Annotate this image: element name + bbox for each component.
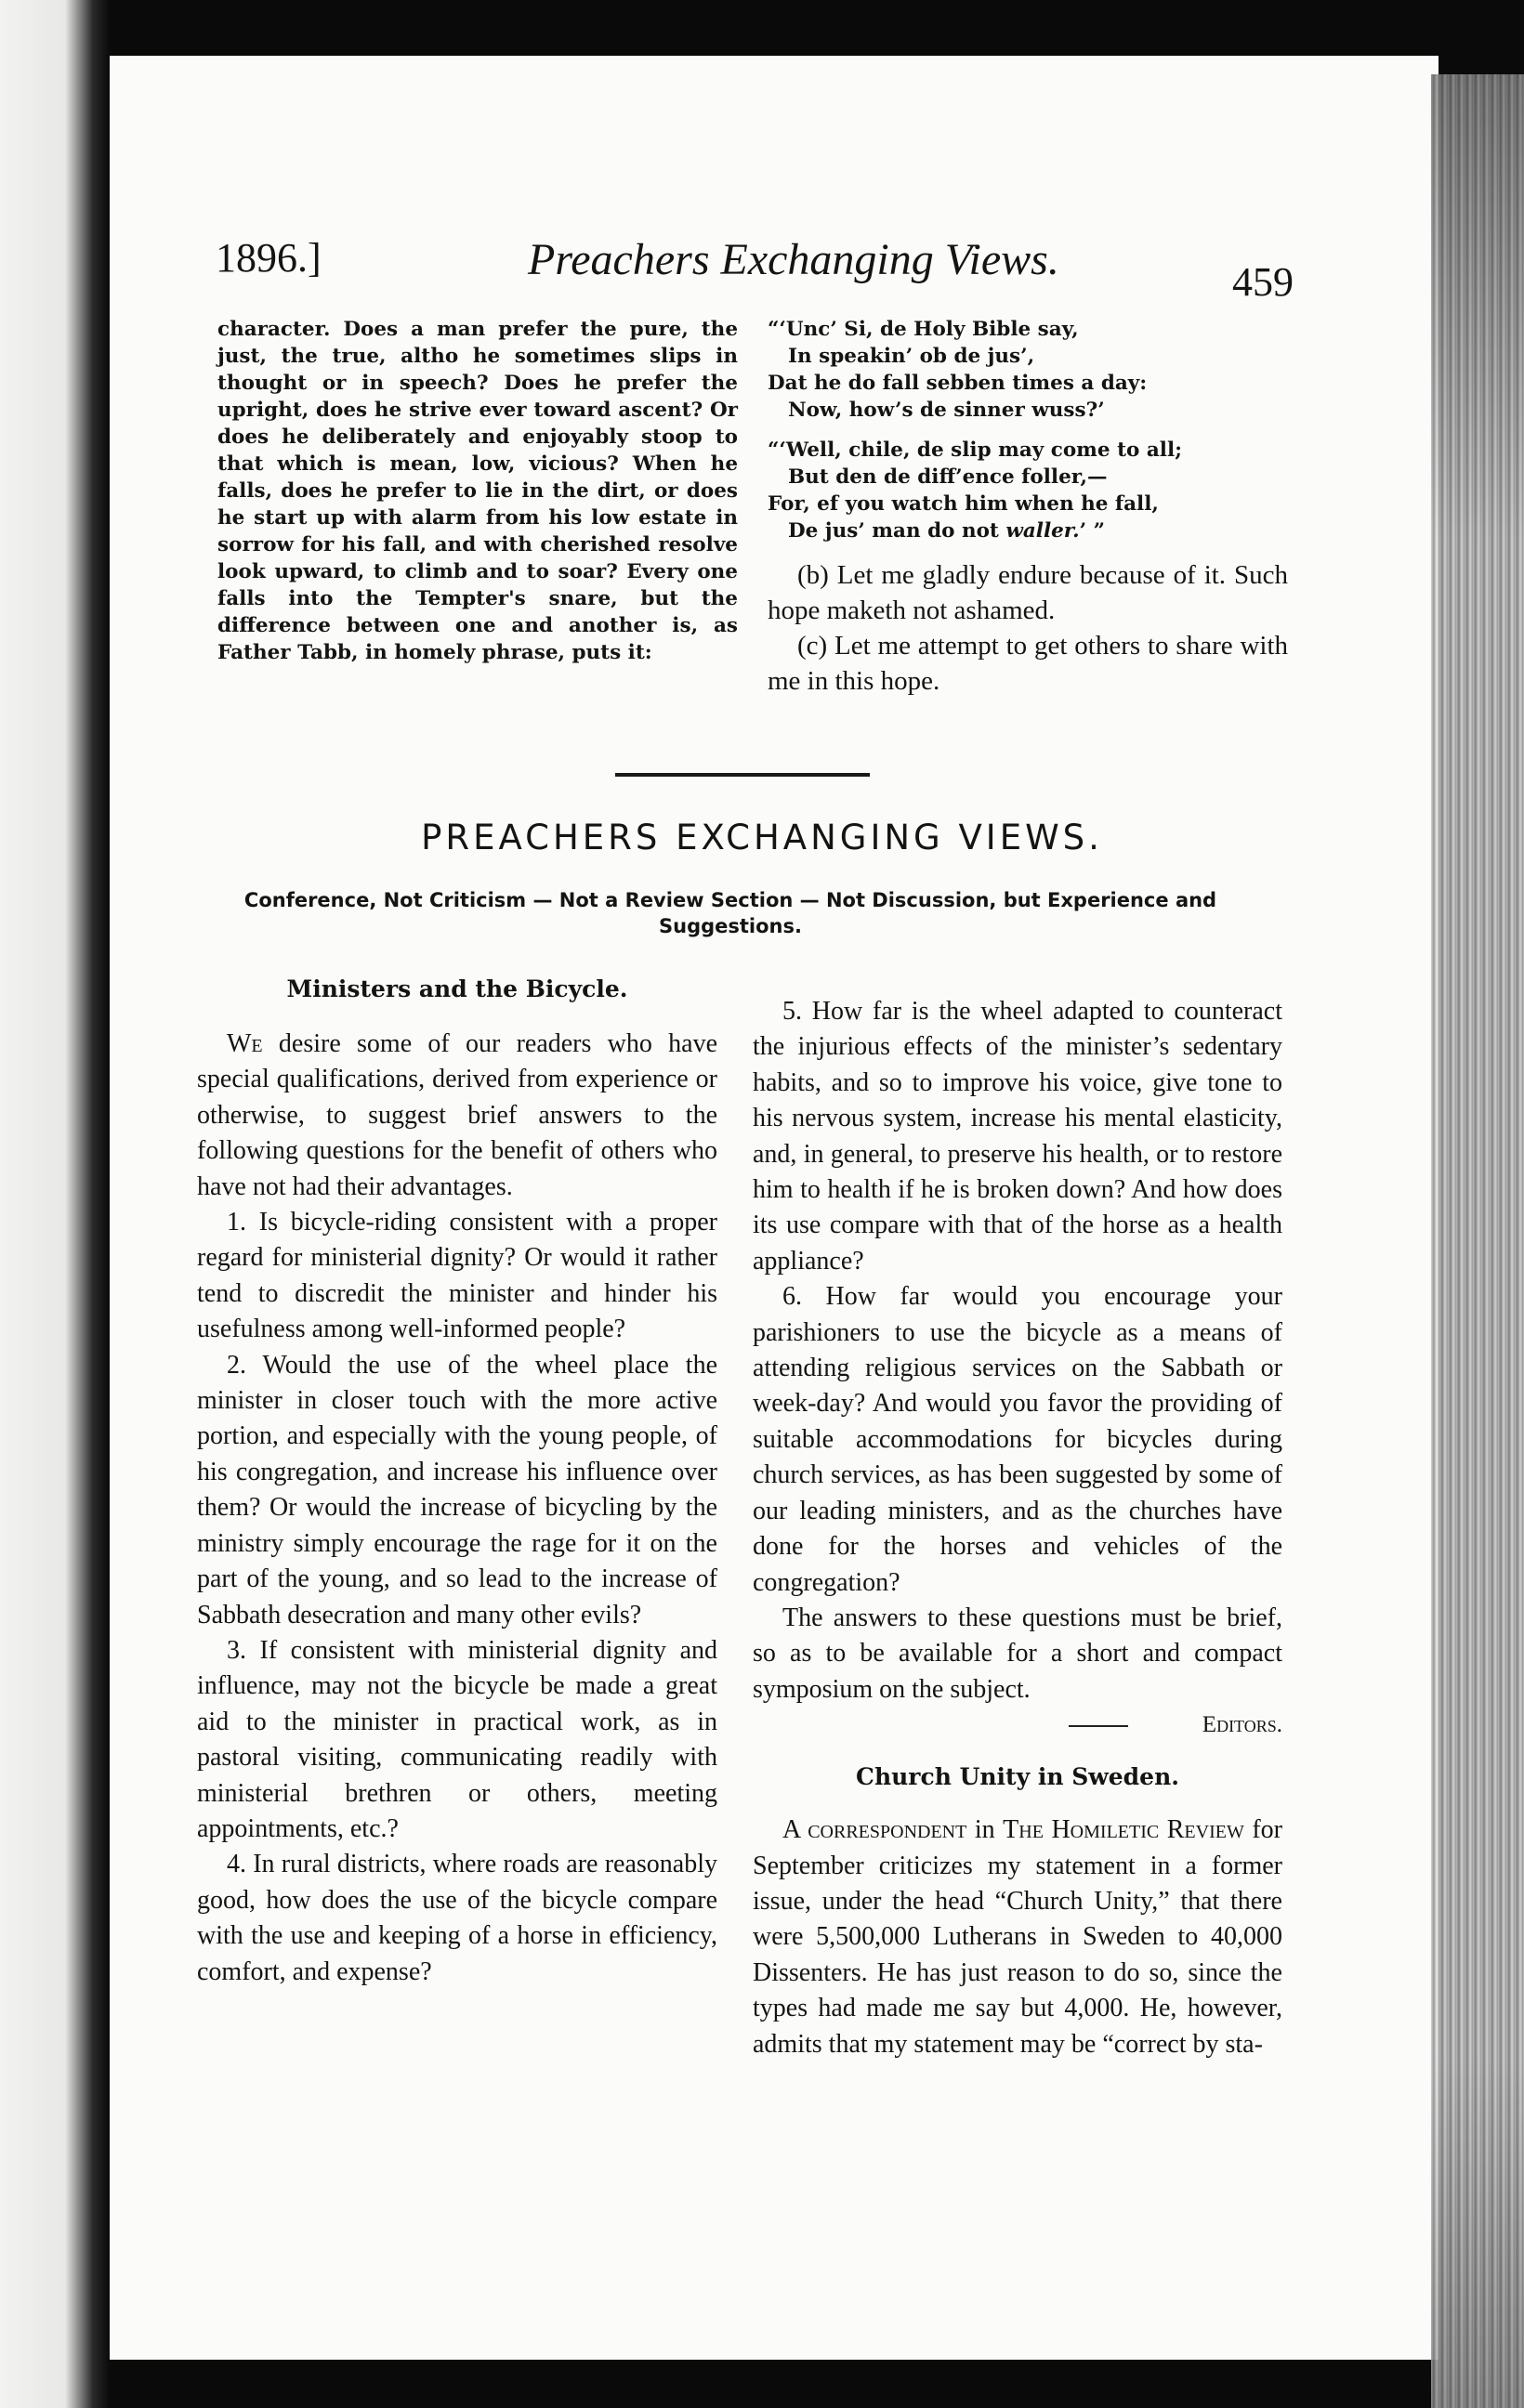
continued-paragraph: character. Does a man prefer the pure, the just, the true, altho he sometimes slips in thought or in speech? Does he prefer the upright, does he strive ever toward ascent? Or does he deliberately and enjoyably stoop to that which is mean, low, vicious? When he falls, does he prefer to lie in the dirt, or does he start up with alarm from his low estate in sorrow for his fall, and with cherished resolve look upward, to climb and to soar? Every one falls into the Tempter's snare, but the difference between one and another is, as Father Tabb, in homely phrase, puts it: — [217, 318, 738, 664]
poem-line: “‘Well, chile, de slip may come to all; — [768, 438, 1183, 462]
intro-paragraph — [197, 1027, 717, 1205]
page-number: 459 — [1232, 259, 1294, 305]
poem-line-last — [768, 517, 1288, 544]
question-1: 1. Is bicycle-riding consistent with a proper regard for ministerial dignity? Or would it rather tend to discredit the minister and hinder his usefulness among well-informed people? — [197, 1208, 717, 1344]
question-2: 2. Would the use of the wheel place the minister in closer touch with the more active portion, and especially with the young people, of his congregation, and increase his influence over them? Or would the increase of bicycling by the ministry simply encourage the rage for it on the part of the young, and so lead to the increase of Sabbath desecration and many other evils? — [197, 1350, 717, 1629]
top-right-column — [768, 316, 1288, 699]
article-heading-bicycle: Ministers and the Bicycle. — [286, 975, 628, 1002]
question-3: 3. If consistent with ministerial dignity and influence, may not the bicycle be made a great aid to the minister in practical work, as in pastoral visiting, communicating readily with ministerial brethren or others, meeting appointments, etc.? — [197, 1635, 717, 1843]
poem-emphasis: waller. — [1005, 519, 1080, 543]
poem-line: “‘Unc’ Si, de Holy Bible say, — [768, 318, 1079, 341]
article-heading-sweden: Church Unity in Sweden. — [856, 1763, 1179, 1791]
poem-line: Dat he do fall sebben times a day: — [768, 372, 1148, 395]
poem-stanza-2 — [768, 437, 1288, 544]
poem-line: For, ef you watch him when he fall, — [768, 492, 1159, 516]
question-4: 4. In rural districts, where roads are reasonably good, how does the use of the bicycle compare with the use and keeping of a horse in efficiency, comfort, and expense? — [197, 1850, 717, 1986]
intro-text: desire some of our readers who have special qualifications, derived from experience or otherwise, to suggest brief answers to the following questions for the benefit of others who have not had their advantages. — [197, 1029, 717, 1201]
sweden-lead-words: A correspondent — [782, 1815, 967, 1845]
section-divider — [615, 773, 870, 777]
running-header — [216, 234, 1294, 305]
poem-stanza-1 — [768, 316, 1288, 424]
journal-name: The Homiletic Review — [1003, 1815, 1244, 1845]
book-page-edges — [1431, 74, 1524, 2408]
closing-paragraph: The answers to these questions must be brief, so as to be available for a short and compact symposium on the subject. — [753, 1603, 1282, 1704]
book-gutter — [0, 0, 110, 2408]
paragraph-c: (c) Let me attempt to get others to share with me in this hope. — [768, 631, 1288, 696]
section-subtitle: Conference, Not Criticism — Not a Review Section — Not Discussion, but Experience and Suggestions. — [243, 889, 1217, 937]
poem-close-quote: ’ ” — [1079, 519, 1105, 543]
intro-lead-word: We — [227, 1029, 263, 1058]
sweden-body: for September criticizes my statement in a former issue, under the head “Church Unity,” that there were 5,500,000 Lutherans in Sweden to 40,000 Dissenters. He has just reason to do so, since the types had made me say but 4,000. He, however, admits that my statement may be “correct by sta- — [753, 1815, 1282, 2059]
top-left-column — [217, 316, 738, 666]
header-title: Preachers Exchanging Views. — [528, 235, 1059, 284]
poem-line: But den de diff’ence foller,— — [788, 465, 1108, 489]
header-year: 1896.] — [216, 235, 322, 281]
sweden-paragraph — [753, 1813, 1282, 2062]
paragraph-b: (b) Let me gladly endure because of it. Such hope maketh not ashamed. — [768, 560, 1288, 625]
signature — [753, 1708, 1282, 1743]
question-5: 5. How far is the wheel adapted to counteract the injurious effects of the minister’s sedentary habits, and so to improve his voice, give tone to his nervous system, increase his mental elasticity, and, in general, to preserve his health, or to restore him to health if he is broken down? And how does its use compare with that of the horse as a health appliance? — [753, 997, 1282, 1276]
question-6: 6. How far would you encourage your parishioners to use the bicycle as a means of attending religious services on the Sabbath or week-day? And would you favor the providing of suitable accommodations for bicycles during church services, as has been suggested by some of our leading ministers, and as the churches have done for the horses and vehicles of the congregation? — [753, 1282, 1282, 1597]
poem-line: In speakin’ ob de jus’, — [788, 345, 1035, 368]
poem-line: Now, how’s de sinner wuss?’ — [788, 399, 1105, 422]
bottom-right-column — [753, 994, 1282, 2062]
section-title: PREACHERS EXCHANGING VIEWS. — [421, 818, 1103, 857]
bottom-left-column — [197, 975, 717, 1990]
signature-text: Editors. — [1202, 1712, 1282, 1738]
poem-quote — [768, 316, 1288, 544]
short-rule — [1069, 1725, 1128, 1727]
poem-line-text: De jus’ man do not — [788, 519, 999, 543]
sweden-in: in — [966, 1815, 1004, 1845]
